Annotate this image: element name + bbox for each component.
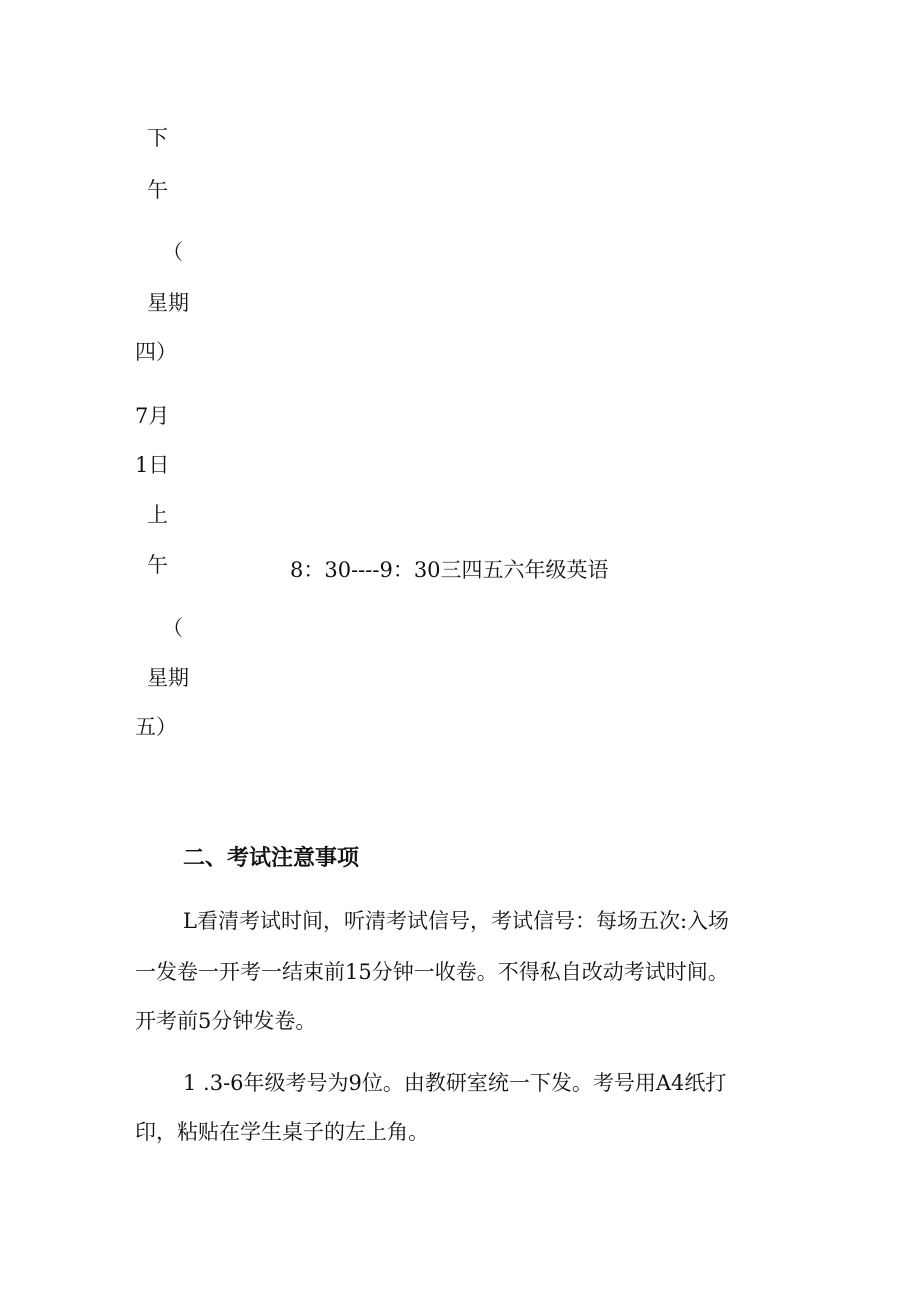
cell-line: 下 [147,126,168,150]
cell-line: 四） [135,340,177,364]
cell-line: （ [162,616,183,640]
cell-line: （ [162,240,183,264]
schedule-row-english: 8：30----9：30三四五六年级英语 [290,558,609,582]
section-heading: 二、考试注意事项 [183,846,360,871]
cell-line: 7月 [135,404,170,428]
cell-line: 星期 [147,291,189,315]
paragraph-line: 1 .3-6年级考号为9位。由教研室统一下发。考号用A4纸打 [183,1071,727,1095]
cell-line: 午 [147,178,168,202]
paragraph-line: 一发卷一开考一结束前15分钟一收卷。不得私自改动考试时间。 [135,960,729,984]
cell-line: 五） [135,715,177,739]
cell-line: 午 [147,553,168,577]
cell-line: 1日 [135,453,170,477]
paragraph-line: 开考前5分钟发卷。 [135,1009,317,1033]
cell-line: 星期 [147,666,189,690]
paragraph-line: L看清考试时间，听清考试信号，考试信号：每场五次:入场 [183,909,730,933]
paragraph-line: 印，粘贴在学生桌子的左上角。 [135,1120,429,1144]
cell-line: 上 [147,503,168,527]
